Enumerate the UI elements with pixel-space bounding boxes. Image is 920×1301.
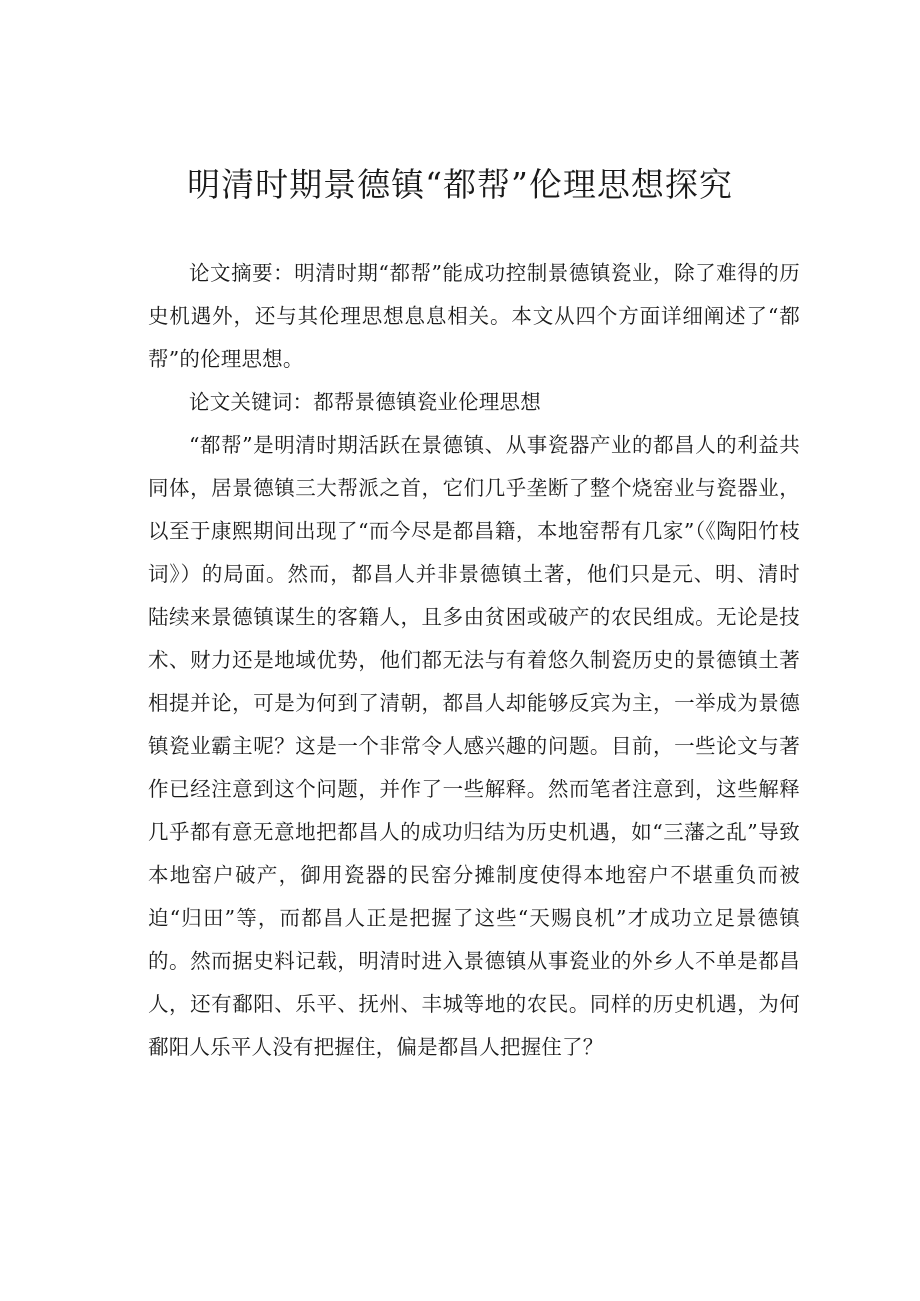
keywords-label: 论文关键词：: [189, 390, 314, 414]
document-body: [148, 252, 800, 1069]
keywords-text: 都帮景德镇瓷业伦理思想: [313, 390, 541, 414]
body-paragraph: “都帮”是明清时期活跃在景德镇、从事瓷器产业的都昌人的利益共同体，居景德镇三大帮派之首，它们几乎垄断了整个烧窑业与瓷器业，以至于康熙期间出现了“而今尽是都昌籍，本地窑帮有几家”（《陶阳竹枝词》）的局面。然而，都昌人并非景德镇土著，他们只是元、明、清时陆续来景德镇谋生的客籍人，且多由贫困或破产的农民组成。无论是技术、财力还是地域优势，他们都无法与有着悠久制瓷历史的景德镇土著相提并论，可是为何到了清朝，都昌人却能够反宾为主，一举成为景德镇瓷业霸主呢？这是一个非常令人感兴趣的问题。目前，一些论文与著作已经注意到这个问题，并作了一些解释。然而笔者注意到，这些解释几乎都有意无意地把都昌人的成功归结为历史机遇，如“三藩之乱”导致本地窑户破产，御用瓷器的民窑分摊制度使得本地窑户不堪重负而被迫“归田”等，而都昌人正是把握了这些“天赐良机”才成功立足景德镇的。然而据史料记载，明清时进入景德镇从事瓷业的外乡人不单是都昌人，还有鄱阳、乐平、抚州、丰城等地的农民。同样的历史机遇，为何鄱阳人乐平人没有把握住，偏是都昌人把握住了？: [148, 433, 800, 1059]
abstract-paragraph: [148, 252, 800, 381]
abstract-text: 明清时期“都帮”能成功控制景德镇瓷业，除了难得的历史机遇外，还与其伦理思想息息相关。本文从四个方面详细阐述了“都帮”的伦理思想。: [148, 261, 800, 371]
document-title: 明清时期景德镇“都帮”伦理思想探究: [187, 165, 733, 204]
abstract-label: 论文摘要：: [189, 261, 295, 285]
keywords-paragraph: [148, 381, 800, 424]
